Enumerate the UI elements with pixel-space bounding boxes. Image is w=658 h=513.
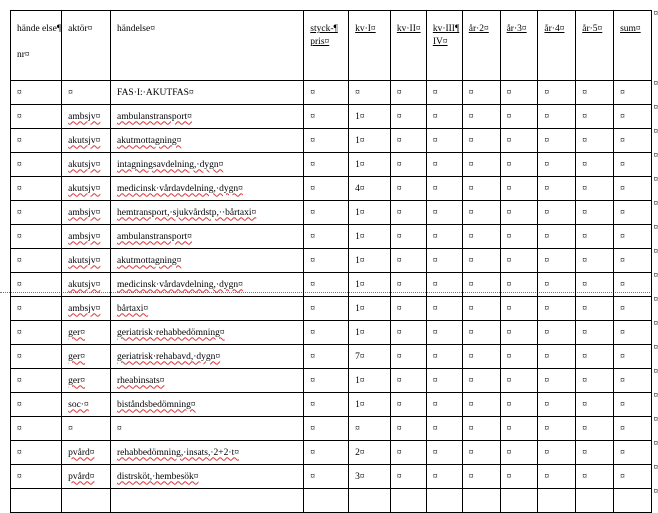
- header-label: styck-¶: [310, 24, 338, 34]
- value-cell: ¤: [500, 441, 538, 465]
- value-cell: ¤: [614, 273, 652, 297]
- value-cell: ¤: [576, 465, 614, 489]
- value-cell: ¤: [462, 81, 500, 105]
- table-row: [11, 153, 652, 177]
- event-cell: FAS·I:·AKUTFAS¤: [110, 81, 303, 105]
- kv1-cell: 1¤: [349, 129, 391, 153]
- value-cell: ¤: [538, 153, 576, 177]
- value-cell: ¤: [538, 225, 576, 249]
- end-of-row-marker: ¤: [654, 342, 658, 352]
- value-cell: ¤: [390, 417, 426, 441]
- kv1-cell: 1¤: [349, 369, 391, 393]
- value-cell: ¤: [576, 177, 614, 201]
- table-row: [11, 369, 652, 393]
- value-cell: ¤: [462, 441, 500, 465]
- unit-price-cell: ¤: [304, 249, 349, 273]
- header-row: [11, 11, 652, 81]
- value-cell: ¤: [538, 249, 576, 273]
- header-cell: [62, 11, 111, 81]
- value-cell: ¤: [426, 105, 462, 129]
- value-cell: ¤: [462, 297, 500, 321]
- value-cell: ¤: [576, 369, 614, 393]
- value-cell: ¤: [390, 129, 426, 153]
- kv1-cell: 3¤: [349, 465, 391, 489]
- kv1-cell: 1¤: [349, 105, 391, 129]
- table-row: [11, 321, 652, 345]
- event-cell: akutmottagning¤: [110, 249, 303, 273]
- value-cell: ¤: [538, 105, 576, 129]
- kv1-cell: 7¤: [349, 345, 391, 369]
- value-cell: ¤: [614, 297, 652, 321]
- value-cell: ¤: [614, 81, 652, 105]
- header-cell: [614, 11, 652, 81]
- table-row: [11, 441, 652, 465]
- value-cell: ¤: [462, 417, 500, 441]
- row-nr-cell: ¤: [11, 273, 62, 297]
- value-cell: ¤: [576, 321, 614, 345]
- value-cell: ¤: [576, 417, 614, 441]
- value-cell: ¤: [390, 225, 426, 249]
- unit-price-cell: ¤: [304, 177, 349, 201]
- table-row: [11, 273, 652, 297]
- value-cell: ¤: [576, 225, 614, 249]
- value-cell: ¤: [576, 81, 614, 105]
- kv1-cell: 4¤: [349, 177, 391, 201]
- row-nr-cell: ¤: [11, 465, 62, 489]
- header-cell: [576, 11, 614, 81]
- value-cell: ¤: [462, 321, 500, 345]
- table-row: [11, 465, 652, 489]
- event-cell: [110, 489, 303, 513]
- value-cell: ¤: [426, 369, 462, 393]
- row-nr-cell: ¤: [11, 225, 62, 249]
- actor-cell: ger¤: [62, 345, 111, 369]
- event-cell: distrsköt,·hembesök¤: [110, 465, 303, 489]
- kv1-cell: 1¤: [349, 273, 391, 297]
- row-nr-cell: ¤: [11, 201, 62, 225]
- kv1-cell: 1¤: [349, 249, 391, 273]
- end-of-row-marker: ¤: [654, 318, 658, 328]
- event-cell: intagningsavdelning,·dygn¤: [110, 153, 303, 177]
- kv1-cell: 1¤: [349, 225, 391, 249]
- row-nr-cell: ¤: [11, 105, 62, 129]
- actor-cell: pvård¤: [62, 465, 111, 489]
- value-cell: ¤: [426, 321, 462, 345]
- value-cell: ¤: [576, 249, 614, 273]
- value-cell: [390, 489, 426, 513]
- end-of-row-marker: ¤: [654, 294, 658, 304]
- value-cell: ¤: [614, 153, 652, 177]
- value-cell: ¤: [576, 441, 614, 465]
- value-cell: ¤: [538, 273, 576, 297]
- header-label-line2: IV¤: [433, 37, 448, 47]
- end-of-row-marker: ¤: [654, 366, 658, 376]
- actor-cell: ambsjv¤: [62, 225, 111, 249]
- header-label: hände else¶: [17, 24, 61, 34]
- unit-price-cell: ¤: [304, 201, 349, 225]
- table-row: [11, 81, 652, 105]
- value-cell: ¤: [500, 81, 538, 105]
- value-cell: [576, 489, 614, 513]
- value-cell: ¤: [500, 201, 538, 225]
- header-cell: [11, 11, 62, 81]
- table-row: [11, 249, 652, 273]
- row-nr-cell: ¤: [11, 177, 62, 201]
- event-cell: ambulanstransport¤: [110, 225, 303, 249]
- end-of-row-marker: ¤: [654, 390, 658, 400]
- value-cell: ¤: [538, 81, 576, 105]
- value-cell: [426, 489, 462, 513]
- event-cell: geriatrisk·rehabbedömning¤: [110, 321, 303, 345]
- value-cell: ¤: [426, 297, 462, 321]
- value-cell: ¤: [576, 345, 614, 369]
- actor-cell: soc·¤: [62, 393, 111, 417]
- value-cell: ¤: [390, 369, 426, 393]
- event-cell: geriatrisk·rehabavd,·dygn¤: [110, 345, 303, 369]
- header-label-line2: nr¤: [17, 50, 30, 60]
- actor-cell: akutsjv¤: [62, 129, 111, 153]
- kv1-cell: 1¤: [349, 201, 391, 225]
- value-cell: ¤: [390, 177, 426, 201]
- value-cell: ¤: [426, 441, 462, 465]
- event-cell: akutmottagning¤: [110, 129, 303, 153]
- value-cell: ¤: [500, 465, 538, 489]
- value-cell: ¤: [426, 153, 462, 177]
- value-cell: ¤: [576, 273, 614, 297]
- event-cell: hemtransport,·sjukvårdstp,··bårtaxi¤: [110, 201, 303, 225]
- unit-price-cell: ¤: [304, 465, 349, 489]
- value-cell: ¤: [426, 465, 462, 489]
- header-label: år·4¤: [544, 24, 564, 34]
- value-cell: ¤: [576, 297, 614, 321]
- value-cell: ¤: [462, 273, 500, 297]
- value-cell: ¤: [576, 201, 614, 225]
- value-cell: ¤: [462, 393, 500, 417]
- value-cell: ¤: [614, 105, 652, 129]
- table-row: [11, 225, 652, 249]
- header-label: aktör¤: [68, 24, 92, 34]
- end-of-row-marker: ¤: [654, 486, 658, 496]
- value-cell: [614, 489, 652, 513]
- value-cell: ¤: [500, 129, 538, 153]
- event-cell: medicinsk·vårdavdelning,·dygn¤: [110, 177, 303, 201]
- unit-price-cell: ¤: [304, 105, 349, 129]
- value-cell: ¤: [500, 345, 538, 369]
- row-nr-cell: ¤: [11, 249, 62, 273]
- value-cell: ¤: [462, 105, 500, 129]
- unit-price-cell: ¤: [304, 345, 349, 369]
- kv1-cell: 1¤: [349, 297, 391, 321]
- header-label: kv·II¤: [397, 24, 421, 34]
- value-cell: ¤: [390, 249, 426, 273]
- unit-price-cell: ¤: [304, 321, 349, 345]
- header-label: kv·III¶: [433, 24, 459, 34]
- kv1-cell: ¤: [349, 81, 391, 105]
- unit-price-cell: ¤: [304, 393, 349, 417]
- row-nr-cell: ¤: [11, 441, 62, 465]
- value-cell: ¤: [462, 201, 500, 225]
- value-cell: ¤: [614, 177, 652, 201]
- header-label: händelse¤: [117, 24, 155, 34]
- kv1-cell: [349, 489, 391, 513]
- event-cell: ambulanstransport¤: [110, 105, 303, 129]
- value-cell: ¤: [462, 153, 500, 177]
- value-cell: ¤: [576, 393, 614, 417]
- value-cell: ¤: [500, 297, 538, 321]
- event-cell: rheabinsats¤: [110, 369, 303, 393]
- unit-price-cell: ¤: [304, 81, 349, 105]
- table-row: [11, 345, 652, 369]
- value-cell: ¤: [614, 393, 652, 417]
- value-cell: [500, 489, 538, 513]
- value-cell: ¤: [390, 441, 426, 465]
- row-nr-cell: ¤: [11, 129, 62, 153]
- value-cell: ¤: [426, 345, 462, 369]
- value-cell: ¤: [500, 273, 538, 297]
- table-row: [11, 489, 652, 513]
- unit-price-cell: ¤: [304, 153, 349, 177]
- table-row: [11, 201, 652, 225]
- row-nr-cell: ¤: [11, 417, 62, 441]
- end-of-row-marker: ¤: [654, 246, 658, 256]
- value-cell: ¤: [614, 441, 652, 465]
- kv1-cell: 1¤: [349, 393, 391, 417]
- end-of-row-marker: ¤: [654, 102, 658, 112]
- event-cell: biståndsbedömning¤: [110, 393, 303, 417]
- value-cell: ¤: [500, 225, 538, 249]
- value-cell: ¤: [462, 369, 500, 393]
- value-cell: ¤: [390, 321, 426, 345]
- value-cell: ¤: [538, 297, 576, 321]
- header-cell: [304, 11, 349, 81]
- end-of-row-marker: ¤: [654, 78, 658, 88]
- unit-price-cell: ¤: [304, 417, 349, 441]
- header-cell: [349, 11, 391, 81]
- value-cell: ¤: [390, 81, 426, 105]
- value-cell: ¤: [614, 321, 652, 345]
- value-cell: ¤: [538, 321, 576, 345]
- value-cell: ¤: [500, 249, 538, 273]
- value-cell: ¤: [538, 441, 576, 465]
- value-cell: ¤: [500, 177, 538, 201]
- end-of-row-marker: ¤: [654, 438, 658, 448]
- actor-cell: akutsjv¤: [62, 153, 111, 177]
- actor-cell: akutsjv¤: [62, 177, 111, 201]
- table-row: [11, 393, 652, 417]
- value-cell: ¤: [500, 417, 538, 441]
- value-cell: ¤: [538, 369, 576, 393]
- actor-cell: akutsjv¤: [62, 273, 111, 297]
- event-cell: ¤: [110, 417, 303, 441]
- value-cell: ¤: [390, 105, 426, 129]
- table-row: [11, 417, 652, 441]
- actor-cell: [62, 489, 111, 513]
- table-row: [11, 105, 652, 129]
- value-cell: ¤: [462, 129, 500, 153]
- value-cell: ¤: [614, 465, 652, 489]
- header-cell: [538, 11, 576, 81]
- value-cell: [462, 489, 500, 513]
- value-cell: ¤: [614, 417, 652, 441]
- actor-cell: akutsjv¤: [62, 249, 111, 273]
- value-cell: ¤: [462, 177, 500, 201]
- end-of-row-marker: ¤: [654, 222, 658, 232]
- value-cell: ¤: [538, 417, 576, 441]
- value-cell: ¤: [538, 129, 576, 153]
- value-cell: ¤: [500, 321, 538, 345]
- end-of-row-marker: ¤: [654, 150, 658, 160]
- end-of-row-marker: ¤: [654, 174, 658, 184]
- value-cell: ¤: [390, 393, 426, 417]
- value-cell: ¤: [576, 105, 614, 129]
- actor-cell: ger¤: [62, 321, 111, 345]
- row-nr-cell: ¤: [11, 369, 62, 393]
- value-cell: ¤: [390, 297, 426, 321]
- value-cell: ¤: [614, 225, 652, 249]
- value-cell: ¤: [614, 249, 652, 273]
- value-cell: ¤: [390, 201, 426, 225]
- unit-price-cell: ¤: [304, 225, 349, 249]
- value-cell: ¤: [462, 465, 500, 489]
- value-cell: ¤: [426, 417, 462, 441]
- value-cell: ¤: [426, 249, 462, 273]
- value-cell: ¤: [390, 465, 426, 489]
- header-cell: [110, 11, 303, 81]
- value-cell: ¤: [538, 201, 576, 225]
- event-cell: bårtaxi¤: [110, 297, 303, 321]
- value-cell: ¤: [614, 201, 652, 225]
- header-label: år·3¤: [507, 24, 527, 34]
- table-row: [11, 129, 652, 153]
- value-cell: ¤: [462, 345, 500, 369]
- value-cell: ¤: [390, 153, 426, 177]
- value-cell: ¤: [390, 345, 426, 369]
- row-nr-cell: ¤: [11, 153, 62, 177]
- table-body: [11, 11, 652, 513]
- value-cell: ¤: [500, 153, 538, 177]
- value-cell: ¤: [426, 129, 462, 153]
- actor-cell: ¤: [62, 417, 111, 441]
- actor-cell: ambsjv¤: [62, 297, 111, 321]
- row-nr-cell: ¤: [11, 321, 62, 345]
- value-cell: ¤: [426, 225, 462, 249]
- value-cell: ¤: [390, 273, 426, 297]
- value-cell: ¤: [538, 393, 576, 417]
- value-cell: ¤: [426, 201, 462, 225]
- header-cell: [500, 11, 538, 81]
- row-nr-cell: ¤: [11, 297, 62, 321]
- value-cell: ¤: [426, 81, 462, 105]
- value-cell: ¤: [576, 153, 614, 177]
- table-row: [11, 297, 652, 321]
- value-cell: ¤: [614, 345, 652, 369]
- value-cell: ¤: [426, 177, 462, 201]
- end-of-row-marker: ¤: [654, 8, 658, 18]
- actor-cell: ambsjv¤: [62, 105, 111, 129]
- value-cell: ¤: [462, 225, 500, 249]
- kv1-cell: 1¤: [349, 321, 391, 345]
- unit-price-cell: ¤: [304, 297, 349, 321]
- header-label-line2: pris¤: [310, 37, 329, 47]
- unit-price-cell: ¤: [304, 441, 349, 465]
- unit-price-cell: ¤: [304, 129, 349, 153]
- kv1-cell: ¤: [349, 417, 391, 441]
- end-of-row-marker: ¤: [654, 414, 658, 424]
- actor-cell: ger¤: [62, 369, 111, 393]
- value-cell: ¤: [426, 273, 462, 297]
- table-row: [11, 177, 652, 201]
- value-cell: ¤: [538, 465, 576, 489]
- value-cell: ¤: [538, 177, 576, 201]
- end-of-row-marker: ¤: [654, 270, 658, 280]
- header-label: år·2¤: [469, 24, 489, 34]
- header-cell: [426, 11, 462, 81]
- actor-cell: ¤: [62, 81, 111, 105]
- event-cell: medicinsk·vårdavdelning,·dygn¤: [110, 273, 303, 297]
- event-cell: rehabbedömning,·insats,·2+2·t¤: [110, 441, 303, 465]
- kv1-cell: 1¤: [349, 153, 391, 177]
- end-of-row-marker: ¤: [654, 198, 658, 208]
- value-cell: ¤: [500, 105, 538, 129]
- row-nr-cell: ¤: [11, 393, 62, 417]
- header-label: sum¤: [620, 24, 641, 34]
- cost-table: [10, 10, 652, 513]
- header-label: år·5¤: [582, 24, 602, 34]
- value-cell: ¤: [462, 249, 500, 273]
- row-nr-cell: ¤: [11, 81, 62, 105]
- unit-price-cell: ¤: [304, 369, 349, 393]
- value-cell: ¤: [500, 393, 538, 417]
- value-cell: ¤: [576, 129, 614, 153]
- value-cell: ¤: [614, 129, 652, 153]
- kv1-cell: 2¤: [349, 441, 391, 465]
- header-label: kv·I¤: [355, 24, 376, 34]
- value-cell: ¤: [614, 369, 652, 393]
- actor-cell: ambsjv¤: [62, 201, 111, 225]
- unit-price-cell: ¤: [304, 273, 349, 297]
- end-of-row-marker: ¤: [654, 126, 658, 136]
- header-cell: [390, 11, 426, 81]
- value-cell: ¤: [500, 369, 538, 393]
- value-cell: ¤: [538, 345, 576, 369]
- value-cell: [538, 489, 576, 513]
- row-nr-cell: ¤: [11, 345, 62, 369]
- end-of-row-marker: ¤: [654, 462, 658, 472]
- value-cell: ¤: [426, 393, 462, 417]
- unit-price-cell: [304, 489, 349, 513]
- header-cell: [462, 11, 500, 81]
- row-nr-cell: [11, 489, 62, 513]
- actor-cell: pvård¤: [62, 441, 111, 465]
